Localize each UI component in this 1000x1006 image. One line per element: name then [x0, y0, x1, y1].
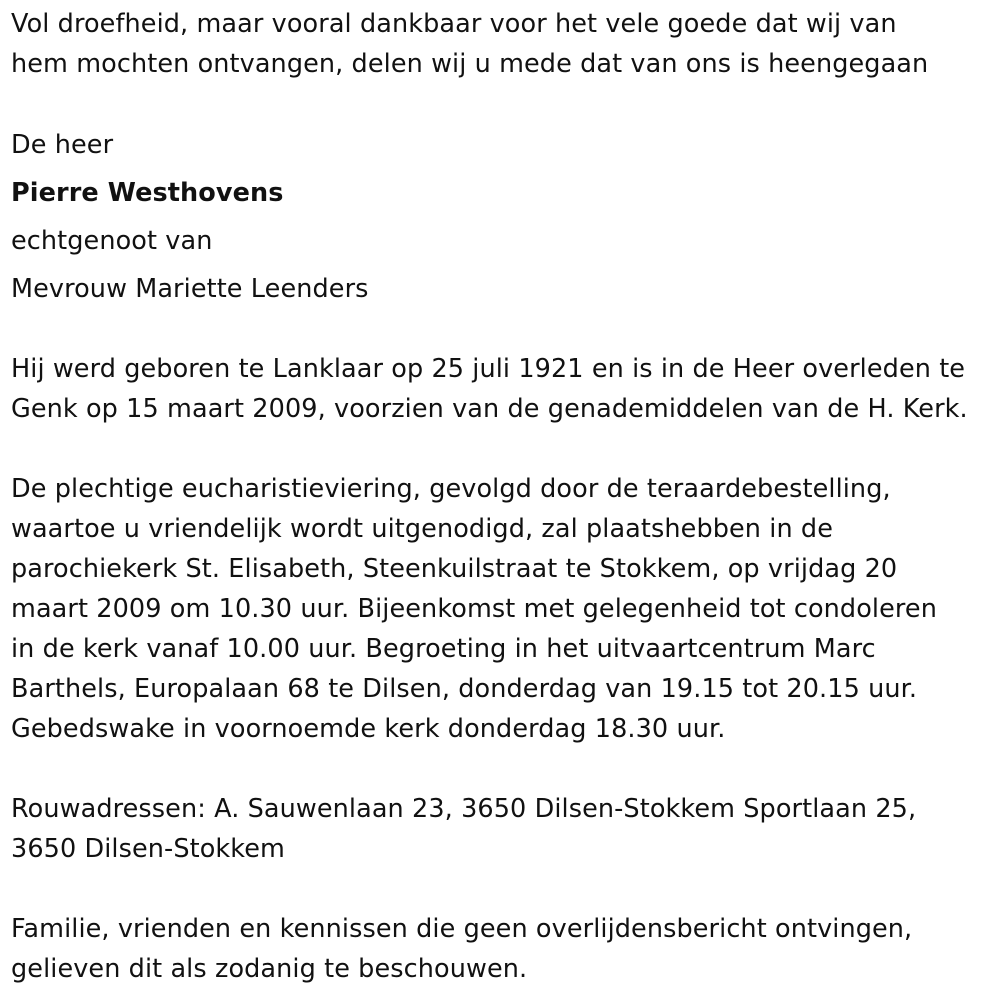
ceremony-line-2: waartoe u vriendelijk wordt uitgenodigd, zal plaatshebben in de — [11, 514, 834, 544]
closing-line-1: Familie, vrienden en kennissen die geen overlijdensbericht ontvingen, — [11, 914, 913, 944]
addresses-line-2: 3650 Dilsen-Stokkem — [11, 834, 285, 864]
birth-death-line-1: Hij werd geboren te Lanklaar op 25 juli 1921 en is in de Heer overleden te — [11, 354, 966, 384]
salutation: De heer — [11, 130, 114, 160]
ceremony-line-7: Gebedswake in voornoemde kerk donderdag 18.30 uur. — [11, 714, 726, 744]
birth-death-line-2: Genk op 15 maart 2009, voorzien van de genademiddelen van de H. Kerk. — [11, 394, 968, 424]
addresses-line-1: Rouwadressen: A. Sauwenlaan 23, 3650 Dilsen-Stokkem Sportlaan 25, — [11, 794, 917, 824]
ceremony-line-4: maart 2009 om 10.30 uur. Bijeenkomst met gelegenheid tot condoleren — [11, 594, 937, 624]
spouse-name: Mevrouw Mariette Leenders — [11, 274, 369, 304]
intro-line-2: hem mochten ontvangen, delen wij u mede dat van ons is heengegaan — [11, 49, 929, 79]
intro-line-1: Vol droefheid, maar vooral dankbaar voor het vele goede dat wij van — [11, 9, 897, 39]
ceremony-line-5: in de kerk vanaf 10.00 uur. Begroeting in het uitvaartcentrum Marc — [11, 634, 876, 664]
relation-label: echtgenoot van — [11, 226, 213, 256]
closing-line-2: gelieven dit als zodanig te beschouwen. — [11, 954, 528, 984]
ceremony-line-1: De plechtige eucharistieviering, gevolgd door de teraardebestelling, — [11, 474, 891, 504]
deceased-name: Pierre Westhovens — [11, 178, 284, 208]
ceremony-line-6: Barthels, Europalaan 68 te Dilsen, donderdag van 19.15 tot 20.15 uur. — [11, 674, 918, 704]
ceremony-line-3: parochiekerk St. Elisabeth, Steenkuilstraat te Stokkem, op vrijdag 20 — [11, 554, 898, 584]
